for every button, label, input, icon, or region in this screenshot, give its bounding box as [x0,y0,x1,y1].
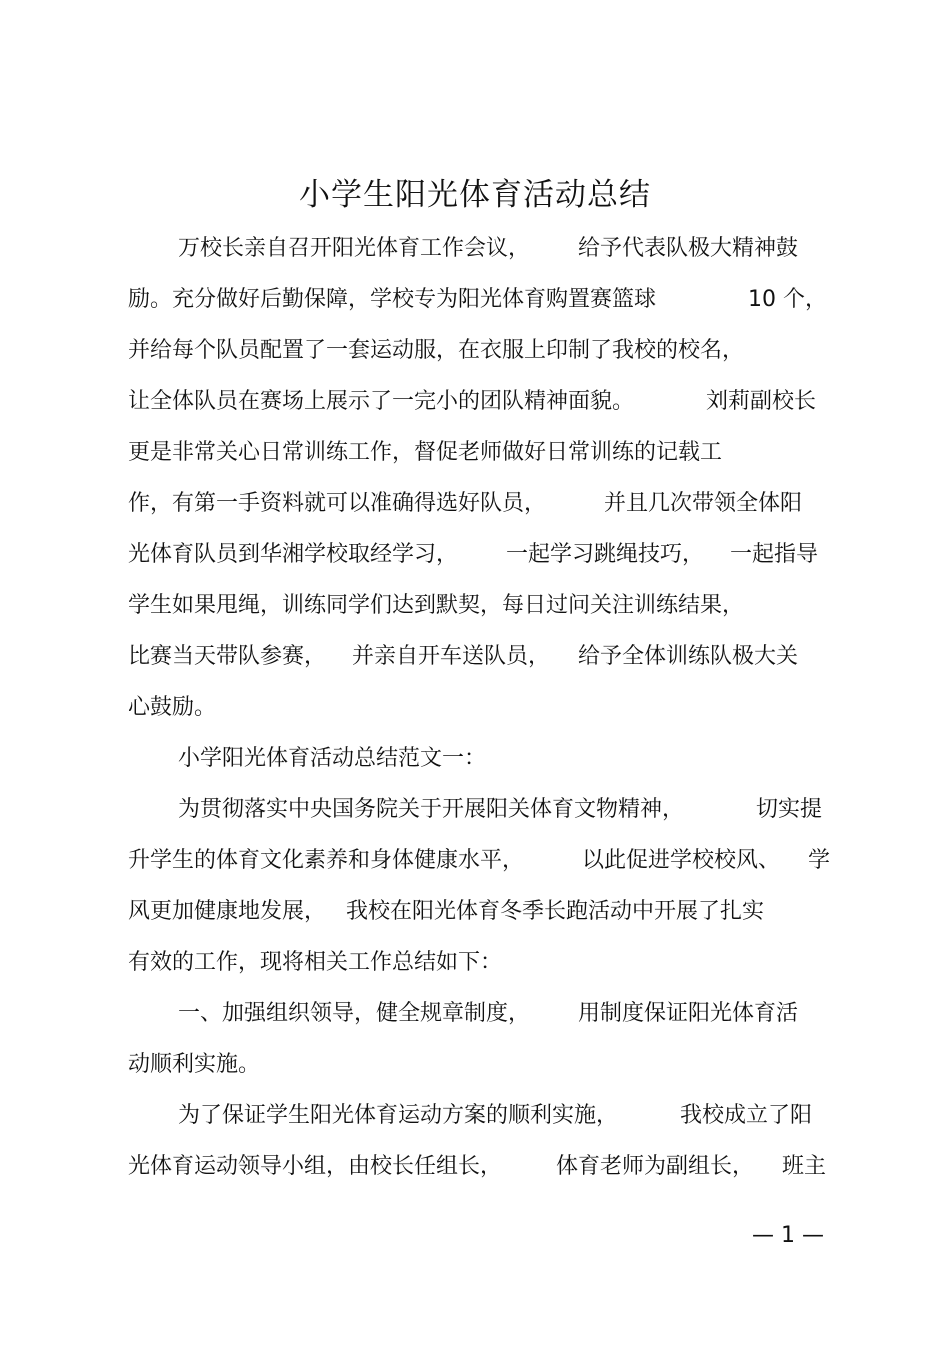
text-segment: 小学阳光体育活动总结范文一： [178,746,487,771]
text-segment: 我校在阳光体育冬季长跑活动中开展了扎实 [346,899,765,924]
text-line [0,331,950,371]
text-segment: 给予全体训练队极大关 [578,644,799,669]
text-line [0,382,950,422]
text-segment: 刘莉副校长 [706,389,817,414]
text-segment: 励。充分做好后勤保障，学校专为阳光体育购置赛篮球 [128,287,657,312]
text-line [0,535,950,575]
text-segment: 一起学习跳绳技巧， [506,542,705,567]
text-segment: 用制度保证阳光体育活 [578,1001,799,1026]
text-line [0,433,950,473]
text-segment: 并给每个队员配置了一套运动服，在衣服上印制了我校的校名， [128,338,745,363]
text-segment: 有效的工作，现将相关工作总结如下： [128,950,503,975]
text-segment: 心鼓励。 [128,695,217,720]
text-segment: 10 个， [748,287,827,312]
text-segment: 一起指导 [730,542,819,567]
text-line [0,280,950,320]
text-segment: 光体育队员到华湘学校取经学习， [128,542,459,567]
text-segment: 比赛当天带队参赛， [128,644,327,669]
text-segment: 光体育运动领导小组，由校长任组长， [128,1154,503,1179]
text-segment: 动顺利实施。 [128,1052,261,1077]
text-line [0,484,950,524]
text-segment: 并且几次带领全体阳 [604,491,803,516]
text-segment: 我校成立了阳 [680,1103,813,1128]
text-segment: 让全体队员在赛场上展示了一完小的团队精神面貌。 [128,389,635,414]
text-segment: 为了保证学生阳光体育运动方案的顺利实施， [178,1103,619,1128]
page-number: — 1 — [752,1223,824,1248]
text-line [0,229,950,269]
text-line [0,790,950,830]
text-line [0,586,950,626]
text-segment: 一、加强组织领导，健全规章制度， [178,1001,531,1026]
text-segment: 学 [808,848,831,873]
text-segment: 风更加健康地发展， [128,899,327,924]
text-segment: 升学生的体育文化素养和身体健康水平， [128,848,525,873]
text-segment: 万校长亲自召开阳光体育工作会议， [178,236,531,261]
text-segment: 体育老师为副组长， [556,1154,755,1179]
text-segment: 学生如果甩绳，训练同学们达到默契，每日过问关注训练结果， [128,593,745,618]
text-segment: 并亲自开车送队员， [352,644,551,669]
text-line [0,739,950,779]
text-segment: 以此促进学校校风、 [582,848,781,873]
text-segment: 更是非常关心日常训练工作，督促老师做好日常训练的记载工 [128,440,723,465]
text-line [0,1147,950,1187]
text-line [0,892,950,932]
text-line [0,841,950,881]
document-title: 小学生阳光体育活动总结 [299,177,651,213]
text-segment: 为贯彻落实中央国务院关于开展阳关体育文物精神， [178,797,685,822]
text-line [0,1096,950,1136]
text-line [0,994,950,1034]
text-line [0,943,950,983]
text-segment: 班主 [782,1154,827,1179]
text-segment: 切实提 [756,797,823,822]
text-line [0,688,950,728]
text-line [0,637,950,677]
text-segment: 给予代表队极大精神鼓 [578,236,799,261]
text-line [0,1045,950,1085]
text-segment: 作，有第一手资料就可以准确得选好队员， [128,491,547,516]
